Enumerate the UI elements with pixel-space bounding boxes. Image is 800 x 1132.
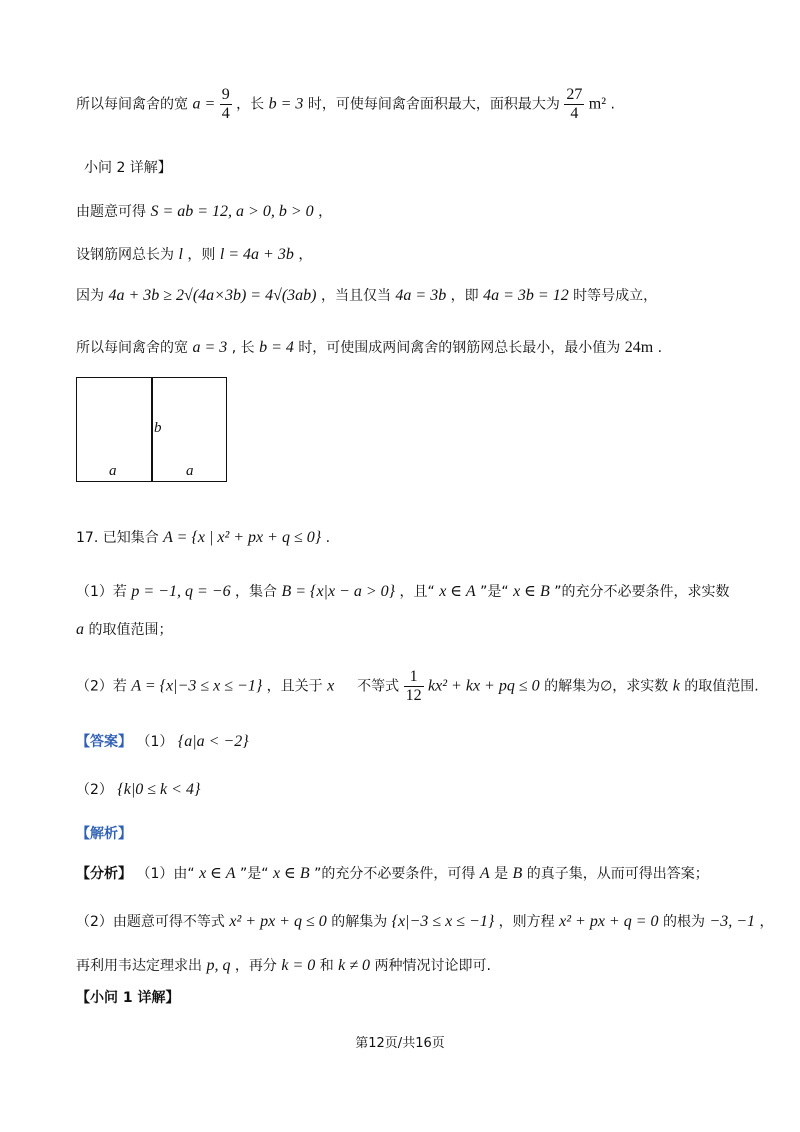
math: p, q [206, 957, 231, 974]
math: x ∈ B [513, 583, 550, 600]
text: . [657, 340, 663, 356]
divider-line [151, 378, 153, 481]
fenxi-line-3 [76, 956, 491, 976]
math: −3, −1 [709, 913, 756, 930]
math: k ≠ 0 [338, 957, 371, 974]
text: 的解集为 [331, 914, 388, 930]
math: B = {x|x − a > 0} [281, 583, 396, 600]
fraction-1-12 [404, 668, 424, 705]
text: ，即 [450, 288, 479, 304]
math: x [327, 677, 335, 695]
answer-1: {a|a < −2} [177, 733, 249, 750]
text: ”的充分不必要条件，可得 [314, 866, 476, 882]
text: （1）由“ [136, 866, 195, 882]
math: {x|−3 ≤ x ≤ −1} [391, 913, 495, 930]
text: 的取值范围； [88, 622, 173, 638]
text: 时，可使每间禽舍面积最大，面积最大为 [307, 96, 560, 113]
frac-num: 9 [221, 86, 230, 103]
text: 时，可使围成两间禽舍的钢筋网总长最小，最小值为 [298, 340, 621, 356]
min-value: 24m [624, 339, 654, 356]
frac-den: 4 [570, 105, 579, 122]
line-l [76, 245, 312, 265]
fraction-9-4 [220, 86, 232, 123]
text: 时等号成立， [573, 288, 658, 304]
analysis-label: 【解析】 [76, 826, 132, 842]
text: ”是“ [239, 866, 269, 882]
text: ，集合 [235, 584, 278, 600]
text: 设钢筋网总长为 [76, 247, 174, 263]
math: x² + px + q ≤ 0 [229, 913, 327, 930]
text: 再利用韦达定理求出 [76, 958, 202, 974]
math: kx² + kx + pq ≤ 0 [428, 677, 540, 695]
text: 的解集为∅，求实数 [544, 678, 669, 695]
pen-diagram [76, 377, 227, 482]
fenxi-line-2 [76, 912, 773, 932]
math: x² + px + q = 0 [559, 913, 659, 930]
math: S = ab = 12, a > 0, b > 0 [150, 203, 314, 220]
result-line-2 [76, 338, 662, 358]
text: 由题意可得 [76, 204, 146, 220]
text: ，则 [187, 247, 216, 263]
text: （1）若 [76, 584, 127, 600]
text: （2）若 [76, 678, 127, 695]
text: ”是“ [480, 584, 509, 600]
math: A = {x | x² + px + q ≤ 0} [163, 529, 322, 546]
math: a [76, 621, 84, 638]
fenxi-label: 【分析】 [76, 866, 132, 882]
math-b: b = 3 [268, 95, 304, 113]
text: ， [298, 247, 313, 263]
math: k = 0 [281, 957, 316, 974]
math: x ∈ B [272, 865, 310, 882]
text: 是 [494, 866, 509, 882]
math: x ∈ A [439, 583, 476, 600]
answer-label: 【答案】 [76, 734, 132, 750]
text: （2）由题意可得不等式 [76, 914, 225, 930]
text: 的取值范围. [684, 678, 759, 695]
q17-part1-cont [76, 620, 172, 640]
text: . [325, 530, 331, 546]
text: . [610, 96, 615, 113]
page-footer: 第12页/共16页 [355, 1036, 445, 1051]
frac-num: 27 [566, 86, 583, 103]
text: 不等式 [357, 678, 400, 695]
frac-den: 12 [405, 687, 422, 704]
math: A [479, 865, 490, 882]
q17-part2 [76, 668, 759, 705]
text: 所以每间禽舍的宽 [76, 96, 188, 113]
answer-2: {k|0 ≤ k < 4} [117, 781, 201, 798]
fenxi-line-1 [76, 864, 709, 884]
math-a: a = [192, 95, 216, 113]
label-b: b [154, 420, 162, 436]
math: l = 4a + 3b [219, 246, 294, 263]
text: 的真子集，从而可得出答案； [526, 866, 709, 882]
text: 的根为 [662, 914, 705, 930]
line-inequality [76, 286, 657, 306]
fraction-27-4 [564, 86, 584, 123]
text: 和 [319, 958, 334, 974]
text: （1） [136, 734, 174, 750]
answer-line-2 [76, 780, 200, 800]
frac-den: 4 [221, 105, 230, 122]
math: p = −1, q = −6 [131, 583, 231, 600]
sub2-heading: 小问 2 详解】 [84, 160, 172, 176]
frac-num: 1 [404, 668, 424, 687]
text: 所以每间禽舍的宽 [76, 340, 188, 356]
text: 17. 已知集合 [76, 530, 159, 546]
text: ，再分 [234, 958, 277, 974]
math: 4a = 3b = 12 [483, 287, 569, 304]
text: ， [759, 914, 774, 930]
text: ， [318, 204, 333, 220]
math: 4a + 3b ≥ 2√(4a×3b) = 4√(3ab) [108, 287, 317, 304]
text: ，且“ [399, 584, 435, 600]
text: ，且关于 [266, 678, 323, 695]
sub1-heading: 【小问 1 详解】 [76, 990, 180, 1006]
text: ，当且仅当 [320, 288, 391, 304]
text: ”的充分不必要条件，求实数 [554, 584, 730, 600]
label-a-right: a [186, 463, 194, 479]
math: A = {x|−3 ≤ x ≤ −1} [131, 677, 263, 695]
text: ，则方程 [498, 914, 555, 930]
text: 因为 [76, 288, 104, 304]
unit: m² [588, 95, 607, 113]
text: 两种情况讨论即可. [374, 958, 491, 974]
question-17 [76, 528, 330, 548]
math: x ∈ A [199, 865, 236, 882]
math: b = 4 [259, 339, 294, 356]
text: , 长 [231, 340, 255, 356]
line-s [76, 202, 332, 222]
result-line-1 [76, 86, 615, 123]
math: k [672, 677, 680, 695]
math: a = 3 [192, 339, 228, 356]
math: l [178, 246, 183, 263]
math: B [512, 865, 523, 882]
label-a-left: a [109, 463, 117, 479]
q17-part1 [76, 582, 730, 602]
answer-line-1 [76, 732, 249, 752]
text: ，长 [236, 96, 265, 113]
text: （2） [76, 782, 113, 798]
math: 4a = 3b [395, 287, 447, 304]
